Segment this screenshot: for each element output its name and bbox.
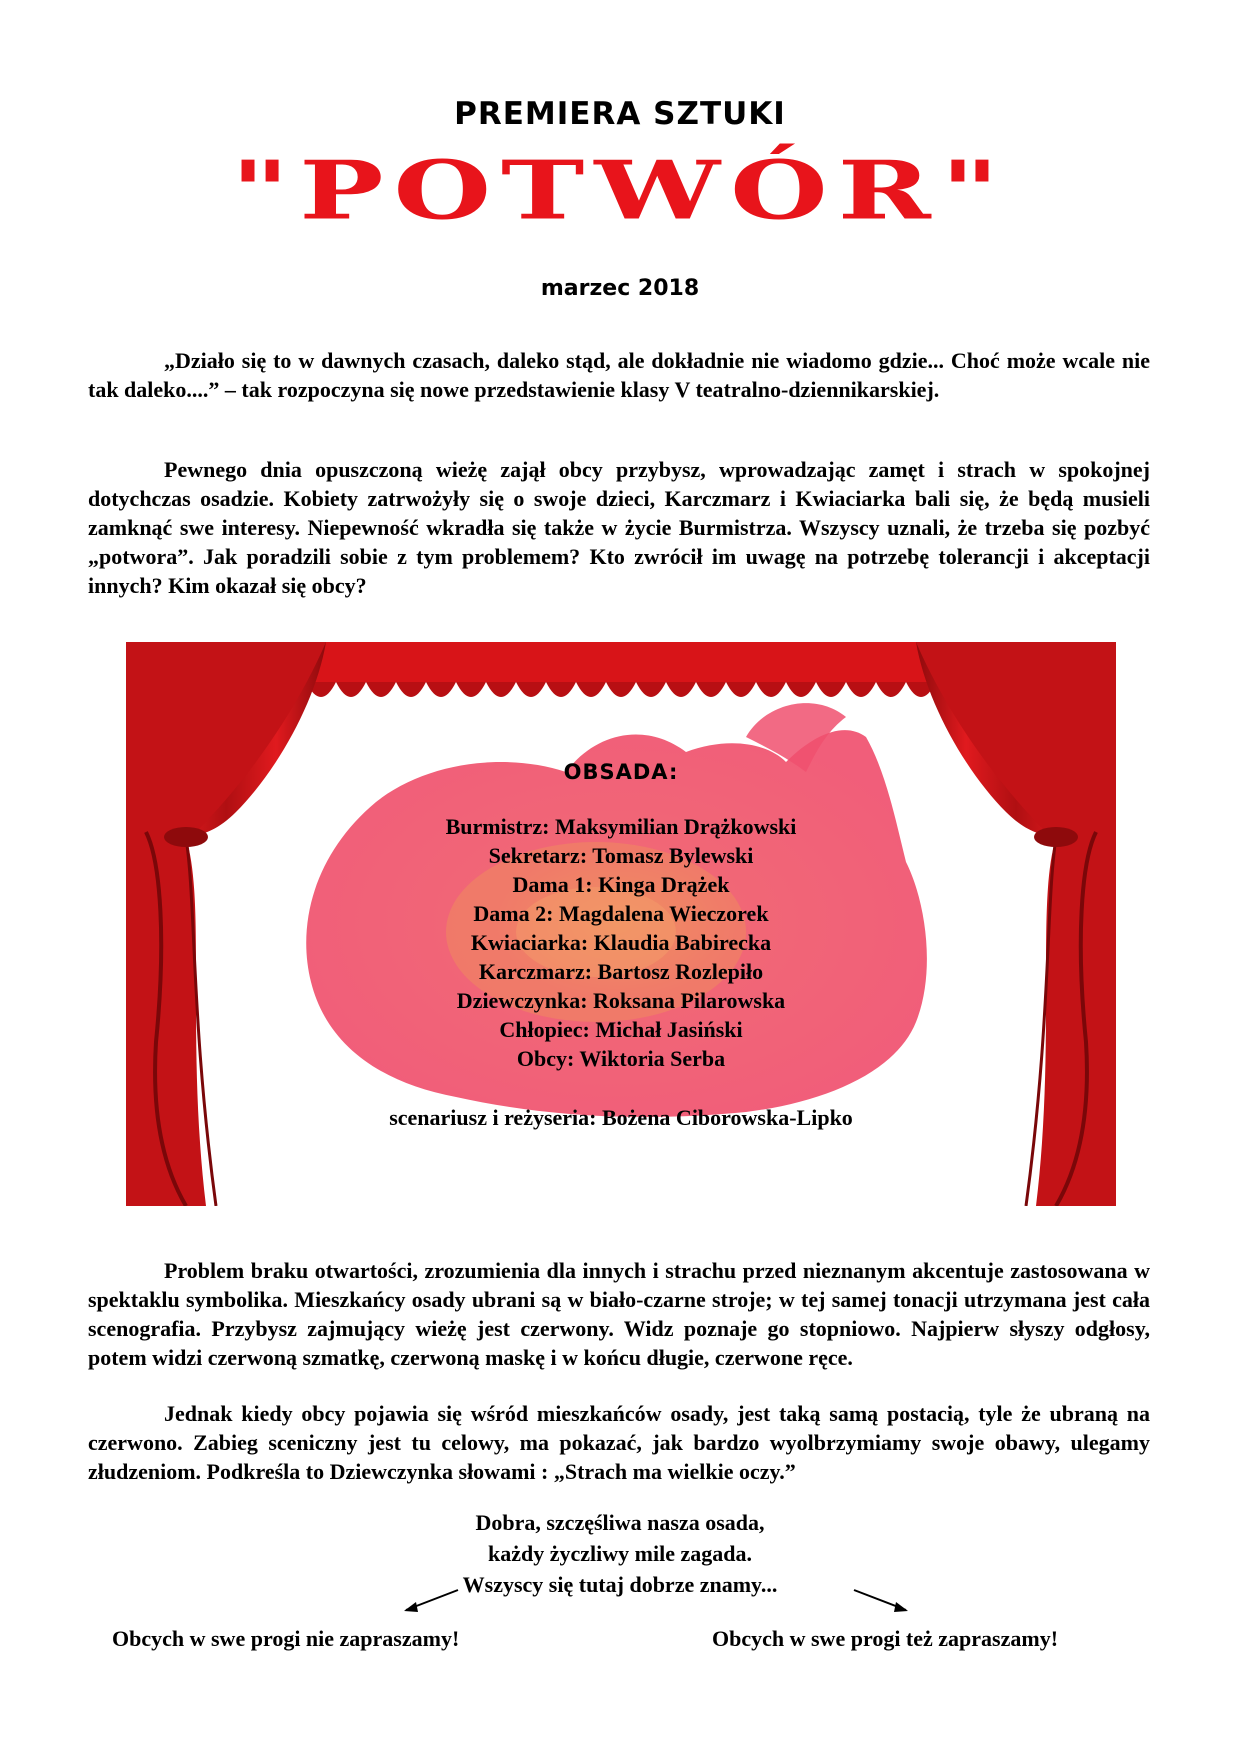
cast-member: Dziewczynka: Roksana Pilarowska — [456, 988, 786, 1013]
cast-member: Burmistrz: Maksymilian Drążkowski — [445, 814, 797, 839]
cast-member: Chłopiec: Michał Jasiński — [499, 1017, 743, 1042]
cast-list — [126, 760, 1116, 1132]
poem-stanza — [0, 1507, 1240, 1600]
body-paragraph-2: Jednak kiedy obcy pojawia się wśród mieszkańców osady, jest taką samą postacią, tyle że ubraną na czerwono. Zabieg sceniczny jest tu celowy, ma pokazać, jak bardzo wyolbrzymiamy swoje obawy, ulegamy złudzeniom. Podkreśla to Dziewczynka słowami : „Strach ma wielkie oczy.” — [88, 1401, 1150, 1484]
premiere-date: marzec 2018 — [540, 276, 700, 301]
theater-stage-illustration — [126, 642, 1116, 1206]
director-credits: scenariusz i reżyseria: Bożena Ciborowska-Lipko — [389, 1105, 853, 1130]
poem-line: Wszyscy się tutaj dobrze znamy... — [462, 1572, 778, 1597]
cast-member: Dama 2: Magdalena Wieczorek — [473, 901, 769, 926]
poem-line: Dobra, szczęśliwa nasza osada, — [475, 1510, 765, 1535]
cast-heading: OBSADA: — [563, 760, 679, 784]
ending-right: Obcych w swe progi też zapraszamy! — [712, 1626, 1059, 1651]
cast-member: Dama 1: Kinga Drążek — [512, 872, 730, 897]
cast-member: Sekretarz: Tomasz Bylewski — [488, 843, 754, 868]
intro-paragraph-2: Pewnego dnia opuszczoną wieżę zajął obcy przybysz, wprowadzając zamęt i strach w spokojnej dotychczas osadzie. Kobiety zatrwożyły się o swoje dzieci, Karczmarz i Kwiaciarka bali się, że będą musieli zamknąć swe interesy. Niepewność wkradła się także w życie Burmistrza. Wszyscy uznali, że trzeba się pozbyć „potwora”. Jak poradzili sobie z tym problemem? Kto zwrócił im uwagę na potrzebę tolerancji i akceptacji innych? Kim okazał się obcy? — [88, 457, 1150, 598]
play-title: "POTWÓR" — [230, 143, 1010, 238]
cast-member: Kwiaciarka: Klaudia Babirecka — [470, 930, 772, 955]
arrow-left-icon — [400, 1586, 460, 1616]
ending-left: Obcych w swe progi nie zapraszamy! — [112, 1626, 460, 1651]
poem-line: każdy życzliwy mile zagada. — [488, 1541, 752, 1566]
intro-paragraph-1: „Działo się to w dawnych czasach, daleko stąd, ale dokładnie nie wiadomo gdzie... Choć może wcale nie tak daleko....” – tak rozpoczyna się nowe przedstawienie klasy V teatralno-dziennikarskiej. — [88, 348, 1150, 402]
premiere-heading: PREMIERA SZTUKI — [454, 96, 786, 132]
cast-member: Karczmarz: Bartosz Rozlepiło — [478, 959, 764, 984]
arrow-right-icon — [852, 1586, 912, 1616]
cast-member: Obcy: Wiktoria Serba — [516, 1046, 726, 1071]
body-paragraph-1: Problem braku otwartości, zrozumienia dla innych i strachu przed nieznanym akcentuje zastosowana w spektaklu symbolika. Mieszkańcy osady ubrani są w biało-czarne stroje; w tej samej tonacji utrzymana jest cała scenografia. Przybysz zajmujący wieżę jest czerwony. Widz poznaje go stopniowo. Najpierw słyszy odgłosy, potem widzi czerwoną szmatkę, czerwoną maskę i w końcu długie, czerwone ręce. — [88, 1258, 1150, 1370]
